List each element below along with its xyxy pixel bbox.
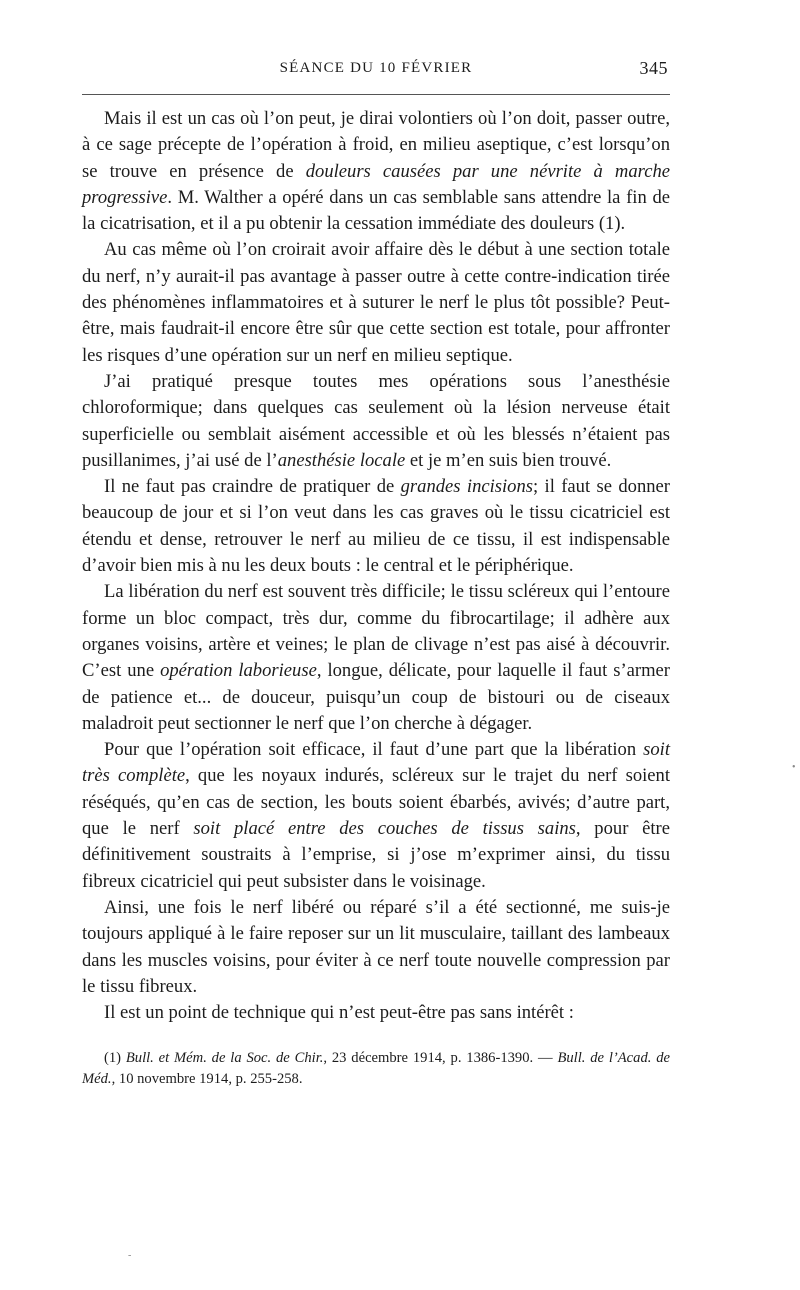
paragraph [82, 474, 670, 579]
page-number: 345 [639, 58, 668, 78]
text-run: Mais il est un cas où l’on peut, je dirai volontiers où l’on doit, passer outre, à ce sage précepte de l’opération à froid, en milieu aseptique, c’est lorsqu’on se trouve en présence de [82, 108, 670, 182]
footnotes [82, 1048, 670, 1090]
footnote [82, 1048, 670, 1090]
text-run: (1) [104, 1050, 126, 1067]
paragraph [82, 895, 670, 1000]
text-run: Il est un point de technique qui n’est peut-être pas sans intérêt : [104, 1002, 574, 1024]
italic-text: Bull. de l’Acad. de Méd. [82, 1050, 670, 1088]
margin-speck: • [792, 762, 796, 773]
paragraph [82, 1000, 670, 1026]
header-rule [82, 94, 670, 95]
paragraph [82, 237, 670, 368]
text-run: , longue, délicate, pour laquelle il faut s’armer de patience et... de douceur, puisqu’un coup de bistouri ou de ciseaux maladroit peut sectionner le nerf que l’on cherche à dégager. [82, 660, 670, 734]
margin-speck: - [128, 1250, 132, 1261]
italic-text: anesthésie locale [277, 449, 406, 471]
italic-text: grandes incisions [400, 476, 534, 498]
text-run: et je m’en suis bien trouvé. [405, 449, 612, 471]
text-run: Il ne faut pas craindre de pratiquer de [104, 476, 401, 498]
text-run: , 10 novembre 1914, p. 255-258. [111, 1071, 303, 1088]
text-run: Pour que l’opération soit efficace, il faut d’une part que la libération [104, 739, 644, 761]
body-text [82, 106, 670, 1026]
italic-text: soit très complète [82, 739, 670, 787]
paragraph [82, 579, 670, 737]
text-run: J’ai pratiqué presque toutes mes opérations sous l’anesthésie chloroformique; dans quelques cas seulement où la lésion nerveuse était superficielle ou semblait aisément accessible et où les blessés n’étaient pas pusillanimes, j’ai usé de l’ [82, 370, 670, 471]
running-header [82, 58, 670, 84]
text-run: Au cas même où l’on croirait avoir affaire dès le début à une section totale du nerf, n’y aurait-il pas avantage à passer outre à cette contre-indication tirée des phénomènes inflammatoires et à suturer le nerf le plus tôt possible? Peut-être, mais faudrait-il encore être sûr que cette section est totale, pour affronter les risques d’une opération sur un nerf en milieu septique. [82, 239, 670, 366]
text-run: La libération du nerf est souvent très difficile; le tissu scléreux qui l’entoure forme un bloc compact, très dur, comme du fibrocartilage; il adhère aux organes voisins, artère et veines; le plan de clivage n’est pas aisé à découvrir. C’est une [82, 581, 670, 682]
italic-text: Bull. et Mém. de la Soc. de Chir. [125, 1050, 324, 1067]
italic-text: douleurs causées par une névrite à marche progressive [82, 160, 670, 208]
italic-text: soit placé entre des couches de tissus sains [193, 818, 576, 840]
paragraph [82, 369, 670, 474]
page-content [82, 58, 670, 1090]
paragraph [82, 737, 670, 895]
header-title: SÉANCE DU 10 FÉVRIER [279, 60, 473, 76]
text-run: , pour être définitivement soustraits à l’emprise, si j’ose m’exprimer ainsi, du tissu fibreux cicatriciel qui peut subsister dans le voisinage. [82, 818, 670, 892]
text-run: , que les noyaux indurés, scléreux sur le trajet du nerf soient réséqués, qu’en cas de section, les bouts soient ébarbés, avivés; d’autre part, que le nerf [82, 765, 670, 840]
text-run: . M. Walther a opéré dans un cas semblable sans attendre la fin de la cicatrisation, et il a pu obtenir la cessation immédiate des douleurs (1). [82, 186, 670, 235]
paragraph [82, 106, 670, 237]
text-run: Ainsi, une fois le nerf libéré ou réparé s’il a été sectionné, me suis-je toujours appliqué à le faire reposer sur un lit musculaire, taillant des lambeaux dans les muscles voisins, pour éviter à ce nerf toute nouvelle compression par le tissu fibreux. [82, 896, 670, 997]
italic-text: opération laborieuse [160, 660, 317, 682]
text-run: ; il faut se donner beaucoup de jour et si l’on veut dans les cas graves où le tissu cicatriciel est étendu et dense, retrouver le nerf au milieu de ce tissu, il est indispensable d’avoir bien mis à nu les deux bouts : le central et le périphérique. [82, 476, 670, 577]
text-run: , 23 décembre 1914, p. 1386-1390. — [323, 1050, 558, 1067]
